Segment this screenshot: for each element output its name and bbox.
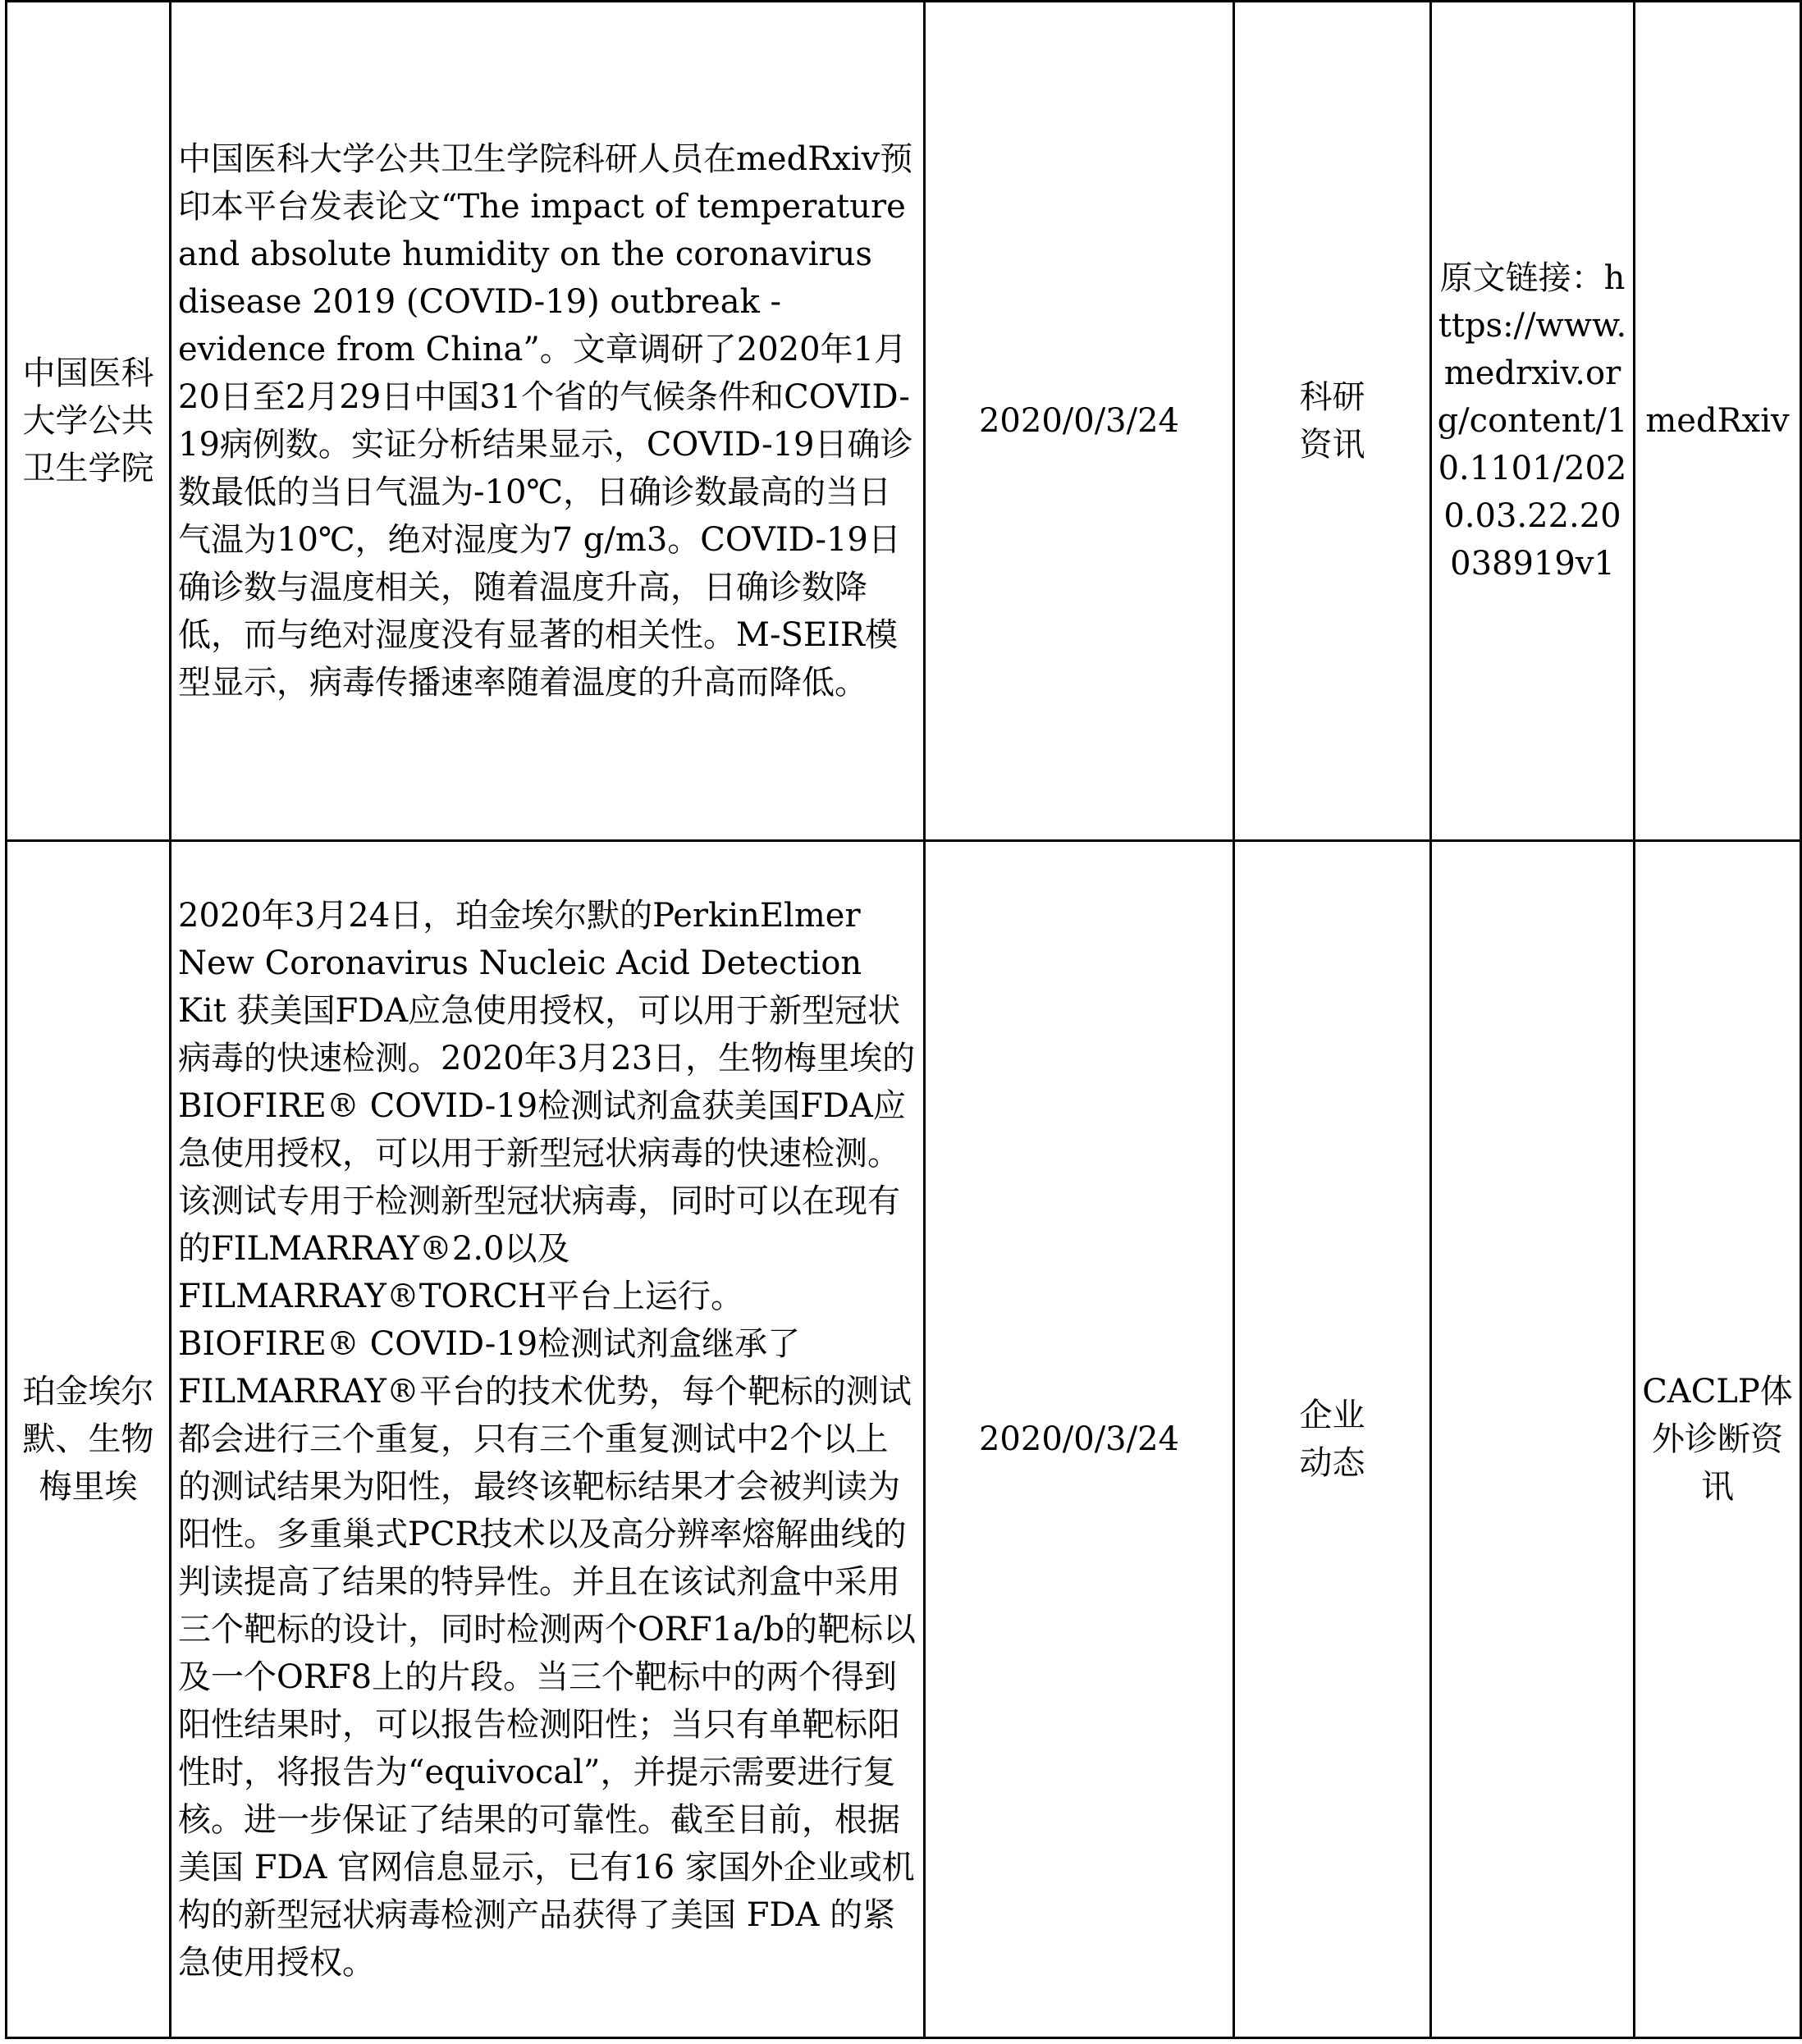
link-cell <box>1431 2 1635 841</box>
organization-cell <box>7 841 171 2038</box>
table-row <box>7 2 1801 841</box>
source-text: medRxiv <box>1645 402 1790 440</box>
type-text: 企业动态 <box>1299 1397 1365 1482</box>
organization-text: 珀金埃尔默、生物梅里埃 <box>22 1373 154 1506</box>
date-text: 2020/0/3/24 <box>978 402 1180 440</box>
content-text: 2020年3月24日，珀金埃尔默的PerkinElmer New Coronavirus Nucleic Acid Detection Kit 获美国FDA应急使用授权，可以用于新型冠状病毒的快速检测。2020年3月23日，生物梅里埃的BIOFIRE® COVID-19检测试剂盒获美国FDA应急使用授权，可以用于新型冠状病毒的快速检测。该测试专用于检测新型冠状病毒，同时可以在现有的FILMARRAY®2.0以及FILMARRAY®TORCH平台上运行。BIOFIRE® COVID-19检测试剂盒继承了FILMARRAY®平台的技术优势，每个靶标的测试都会进行三个重复，只有三个重复测试中2个以上的测试结果为阳性，最终该靶标结果才会被判读为阳性。多重巢式PCR技术以及高分辨率熔解曲线的判读提高了结果的特异性。并且在该试剂盒中采用三个靶标的设计，同时检测两个ORF1a/b的靶标以及一个ORF8上的片段。当三个靶标中的两个得到阳性结果时，可以报告检测阳性；当只有单靶标阳性时，将报告为“equivocal”，并提示需要进行复核。进一步保证了结果的可靠性。截至目前，根据美国 FDA 官网信息显示，已有16 家国外企业或机构的新型冠状病毒检测产品获得了美国 FDA 的紧急使用授权。 <box>178 897 917 1982</box>
content-cell <box>171 841 925 2038</box>
table-row <box>7 841 1801 2038</box>
organization-cell <box>7 2 171 841</box>
date-cell <box>925 841 1234 2038</box>
type-cell <box>1234 2 1431 841</box>
source-text: CACLP体外诊断资讯 <box>1642 1373 1793 1506</box>
organization-text: 中国医科大学公共卫生学院 <box>22 354 154 487</box>
content-text: 中国医科大学公共卫生学院科研人员在medRxiv预印本平台发表论文“The impact of temperature and absolute humidity on the coronavirus disease 2019 (COVID-19) outbreak - evidence from China”。文章调研了2020年1月20日至2月29日中国31个省的气候条件和COVID-19病例数。实证分析结果显示，COVID-19日确诊数最低的当日气温为-10℃，日确诊数最高的当日气温为10℃，绝对湿度为7 g/m3。COVID-19日确诊数与温度相关，随着温度升高，日确诊数降低，而与绝对湿度没有显著的相关性。M-SEIR模型显示，病毒传播速率随着温度的升高而降低。 <box>178 140 913 702</box>
source-link[interactable]: 原文链接：https://www.medrxiv.org/content/10.1101/2020.03.22.20038919v1 <box>1437 259 1628 583</box>
type-text: 科研资讯 <box>1299 378 1365 464</box>
source-cell <box>1635 2 1801 841</box>
date-text: 2020/0/3/24 <box>978 1420 1180 1458</box>
date-cell <box>925 2 1234 841</box>
type-cell <box>1234 841 1431 2038</box>
news-table <box>5 0 1802 2039</box>
link-cell <box>1431 841 1635 2038</box>
content-cell <box>171 2 925 841</box>
source-cell <box>1635 841 1801 2038</box>
